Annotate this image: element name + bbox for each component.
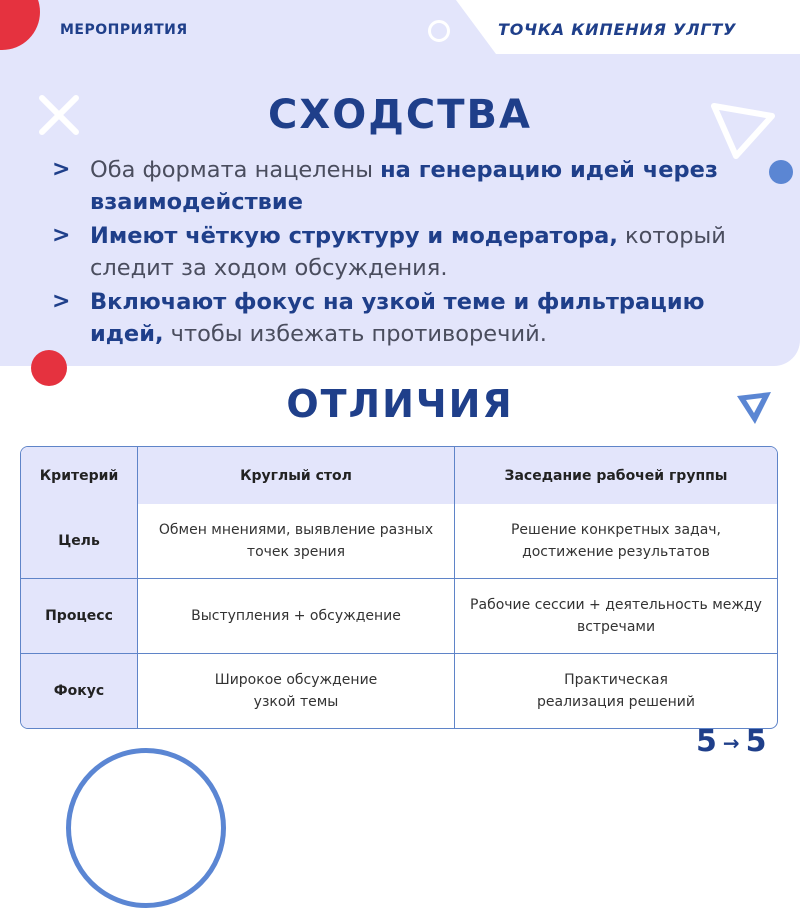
decor-ring-large <box>66 748 226 908</box>
table-cell <box>455 654 777 728</box>
cell-text: Обмен мнениями, выявление разных точек зрения <box>158 522 434 560</box>
table-row <box>21 654 777 728</box>
similarities-title: СХОДСТВА <box>268 92 532 138</box>
page-total: 5 <box>745 724 767 759</box>
arrow-right-icon: → <box>722 730 740 755</box>
cell-text: Решение конкретных задач, достижение результатов <box>510 522 722 560</box>
header-round-table: Круглый стол <box>138 447 455 504</box>
table-cell <box>138 654 455 728</box>
arrow-right-icon: > <box>52 157 71 182</box>
cell-text: Рабочие сессии + деятельность между встречами <box>470 597 762 635</box>
decor-blue-dot <box>769 160 793 184</box>
list-item: > Оба формата нацелены на генерацию идей через взаимодействие <box>52 154 752 218</box>
table-cell-criterion: Процесс <box>21 579 138 654</box>
cell-text: Практическая реализация решений <box>537 672 695 710</box>
header-working-group: Заседание рабочей группы <box>455 447 777 504</box>
header-criterion: Критерий <box>21 447 138 504</box>
triangle-filled-icon <box>733 388 775 428</box>
decor-red-dot <box>31 350 67 386</box>
table-cell-criterion: Цель <box>21 504 138 579</box>
arrow-right-icon: > <box>52 289 71 314</box>
page-indicator <box>696 724 767 759</box>
table-row <box>21 579 777 654</box>
decor-ring-small <box>428 20 450 42</box>
similarities-list <box>52 154 752 350</box>
comparison-table <box>20 446 778 729</box>
table-cell-criterion: Фокус <box>21 654 138 728</box>
table-cell <box>455 504 777 579</box>
table-header-row <box>21 447 777 504</box>
list-item: > Имеют чёткую структуру и модератора, который следит за ходом обсуждения. <box>52 220 752 284</box>
arrow-right-icon: > <box>52 223 71 248</box>
table-cell: Выступления + обсуждение <box>138 579 455 654</box>
list-item: > Включают фокус на узкой теме и фильтрацию идей, чтобы избежать противоречий. <box>52 286 752 350</box>
cell-text: Широкое обсуждение узкой темы <box>214 672 378 710</box>
table-cell <box>138 504 455 579</box>
table-cell <box>455 579 777 654</box>
page-current: 5 <box>696 724 717 759</box>
differences-title: ОТЛИЧИЯ <box>286 382 514 426</box>
table-row <box>21 504 777 579</box>
header-brand: ТОЧКА КИПЕНИЯ УЛГТУ <box>498 20 737 39</box>
header-category: МЕРОПРИЯТИЯ <box>60 22 188 38</box>
